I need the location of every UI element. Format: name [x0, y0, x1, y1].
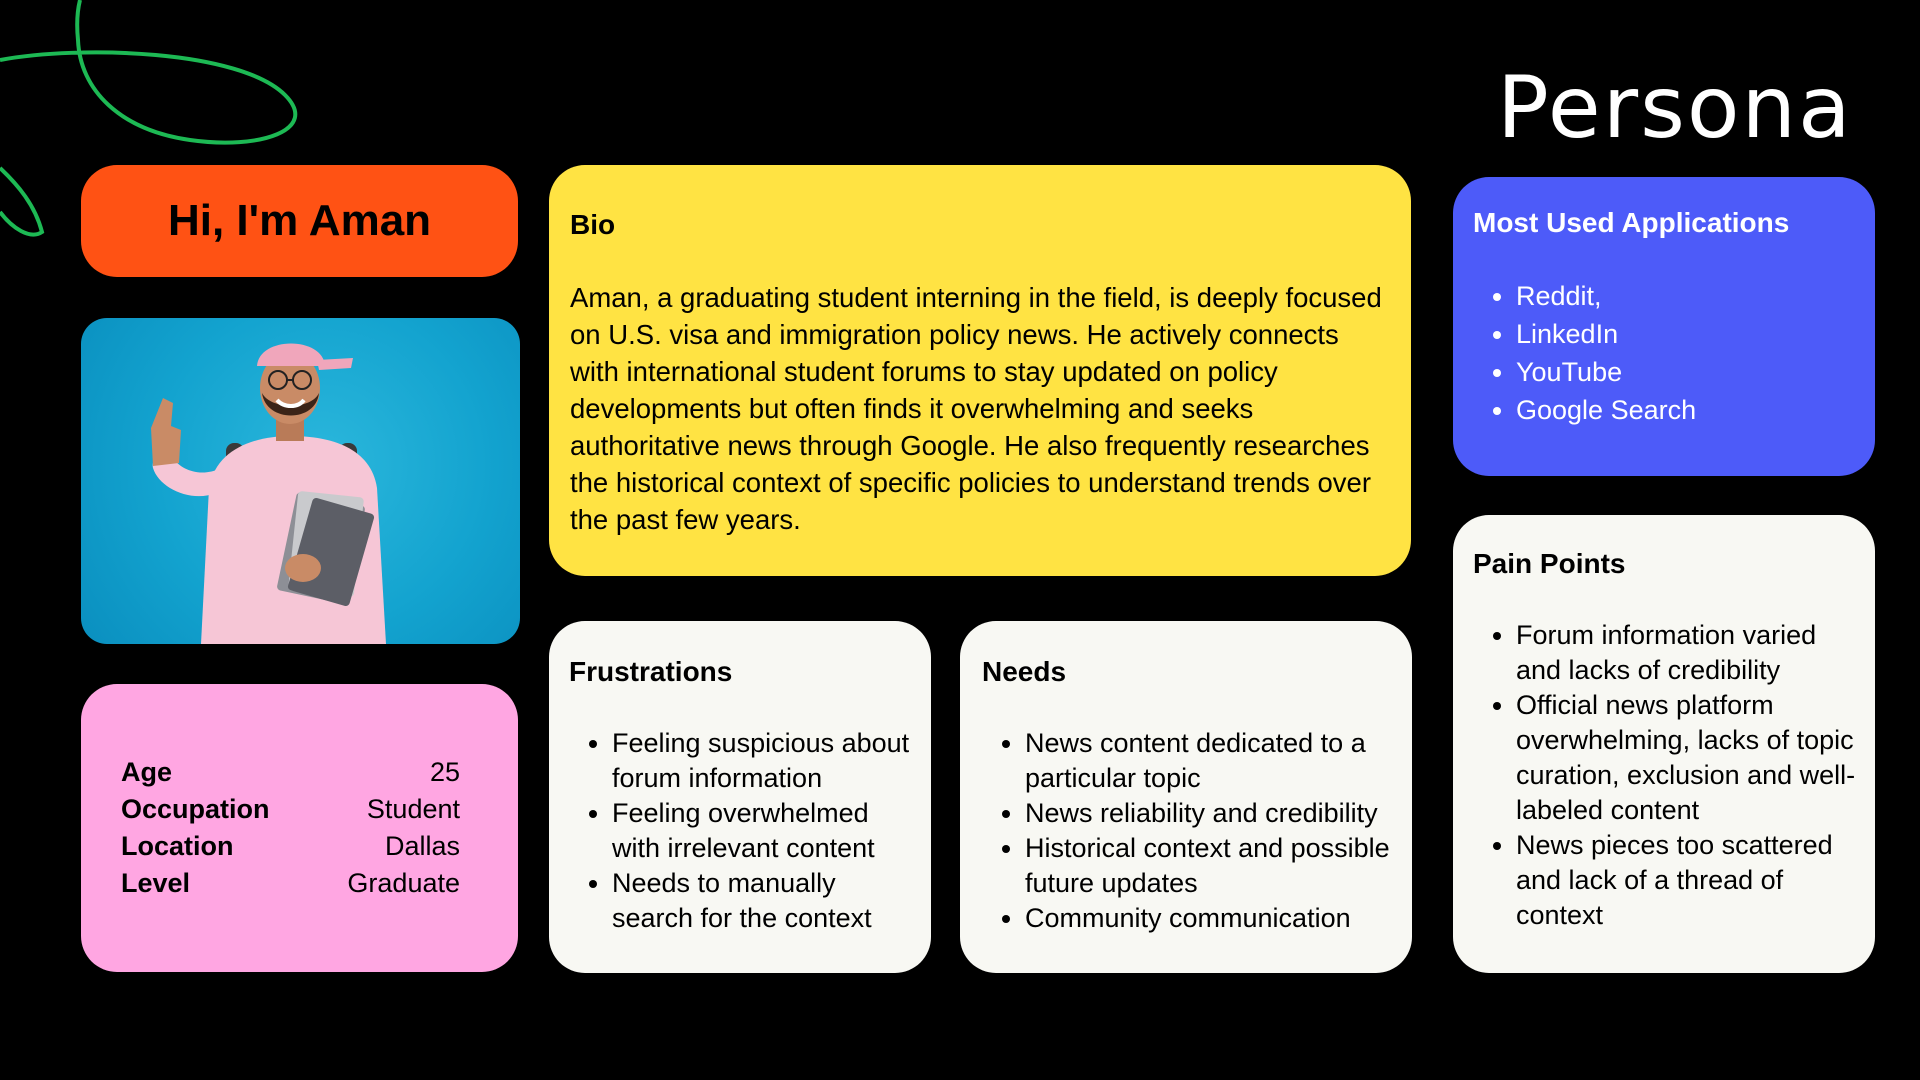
list-item: • Feeling overwhelmed with irrelevant content: [612, 796, 911, 866]
detail-label: Level: [121, 868, 191, 898]
needs-heading: Needs: [982, 656, 1067, 687]
pain-points-list: [1473, 618, 1857, 933]
list-item: • Reddit,: [1516, 277, 1855, 315]
list-item: • YouTube: [1516, 353, 1855, 391]
list-item: • LinkedIn: [1516, 315, 1855, 353]
frustrations-card: [549, 621, 931, 973]
bio-text: Aman, a graduating student interning in the field, is deeply focused on U.S. visa and immigration policy news. He actively connects with international student forums to stay updated on policy developments but often finds it overwhelming and seeks authoritative news through Google. He also frequently researches the historical context of specific policies to understand trends over the past few years.: [570, 282, 1382, 535]
list-item: • News content dedicated to a particular topic: [1025, 726, 1392, 796]
detail-value: Graduate: [347, 868, 460, 898]
list-item: • Needs to manually search for the context: [612, 866, 911, 936]
apps-list: [1473, 277, 1855, 429]
detail-label: Location: [121, 831, 234, 861]
bio-heading: Bio: [570, 209, 616, 240]
detail-row-occupation: [121, 791, 460, 828]
list-item: • Forum information varied and lacks of credibility: [1516, 618, 1857, 688]
greeting-card: [81, 165, 518, 277]
needs-card: [960, 621, 1412, 973]
most-used-apps-card: [1453, 177, 1875, 476]
list-item: • News pieces too scattered and lack of a thread of context: [1516, 828, 1857, 933]
student-illustration-icon: [81, 318, 520, 644]
list-item: • Community communication: [1025, 901, 1392, 936]
list-item: • News reliability and credibility: [1025, 796, 1392, 831]
bio-card: [549, 165, 1411, 576]
frustrations-list: [569, 726, 911, 936]
detail-value: Student: [366, 794, 460, 824]
list-item: • Official news platform overwhelming, lacks of topic curation, exclusion and well-labeled content: [1516, 688, 1857, 828]
page-title: Persona: [1497, 58, 1853, 158]
detail-value: Dallas: [384, 831, 460, 861]
apps-heading: Most Used Applications: [1473, 207, 1790, 238]
details-card: [81, 684, 518, 972]
list-item: • Historical context and possible future updates: [1025, 831, 1392, 901]
frustrations-heading: Frustrations: [569, 656, 733, 687]
list-item: • Feeling suspicious about forum information: [612, 726, 911, 796]
list-item: • Google Search: [1516, 391, 1855, 429]
pain-points-card: [1453, 515, 1875, 973]
needs-list: [982, 726, 1392, 936]
detail-label: Age: [121, 757, 173, 787]
detail-label: Occupation: [121, 794, 270, 824]
detail-row-level: [121, 865, 460, 902]
detail-row-age: [121, 754, 460, 791]
greeting-text: Hi, I'm Aman: [167, 196, 432, 245]
student-photo: [81, 318, 520, 644]
detail-value: 25: [429, 757, 460, 787]
detail-row-location: [121, 828, 460, 865]
pain-points-heading: Pain Points: [1473, 548, 1626, 579]
